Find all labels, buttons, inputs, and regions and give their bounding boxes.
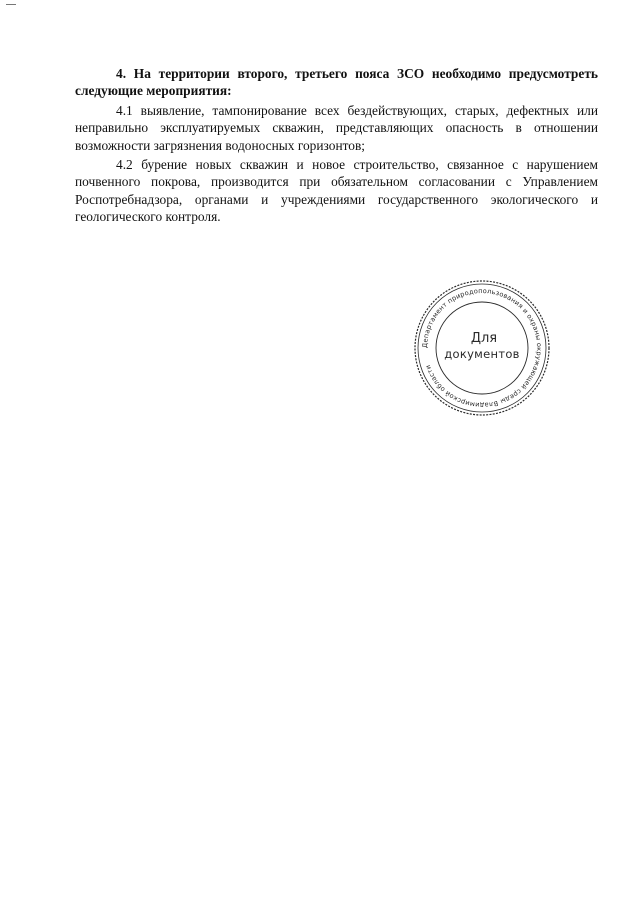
document-body [75,65,598,228]
paragraph-4-1: 4.1 выявление, тампонирование всех бездействующих, старых, дефектных или неправильно эксплуатируемых скважин, представляющих опасность в отношении возможности загрязнения водоносных горизонтов; [75,102,598,153]
stamp-line-1: Для [470,331,498,346]
official-stamp [412,278,552,418]
paragraph-4-2: 4.2 бурение новых скважин и новое строительство, связанное с нарушением почвенного покрова, производится при обязательном согласовании с Управлением Роспотребнадзора, органами и учреждениями государственного экологического и геологического контроля. [75,157,598,225]
stamp-line-2: документов [444,347,520,361]
corner-mark [6,4,16,5]
stamp-ring-text: Департамент природопользования и охраны окружающей среды Владимирской области [420,286,544,410]
paragraph-4-heading: 4. На территории второго, третьего пояса ЗСО необходимо предусмотреть следующие мероприятия: [75,66,598,99]
